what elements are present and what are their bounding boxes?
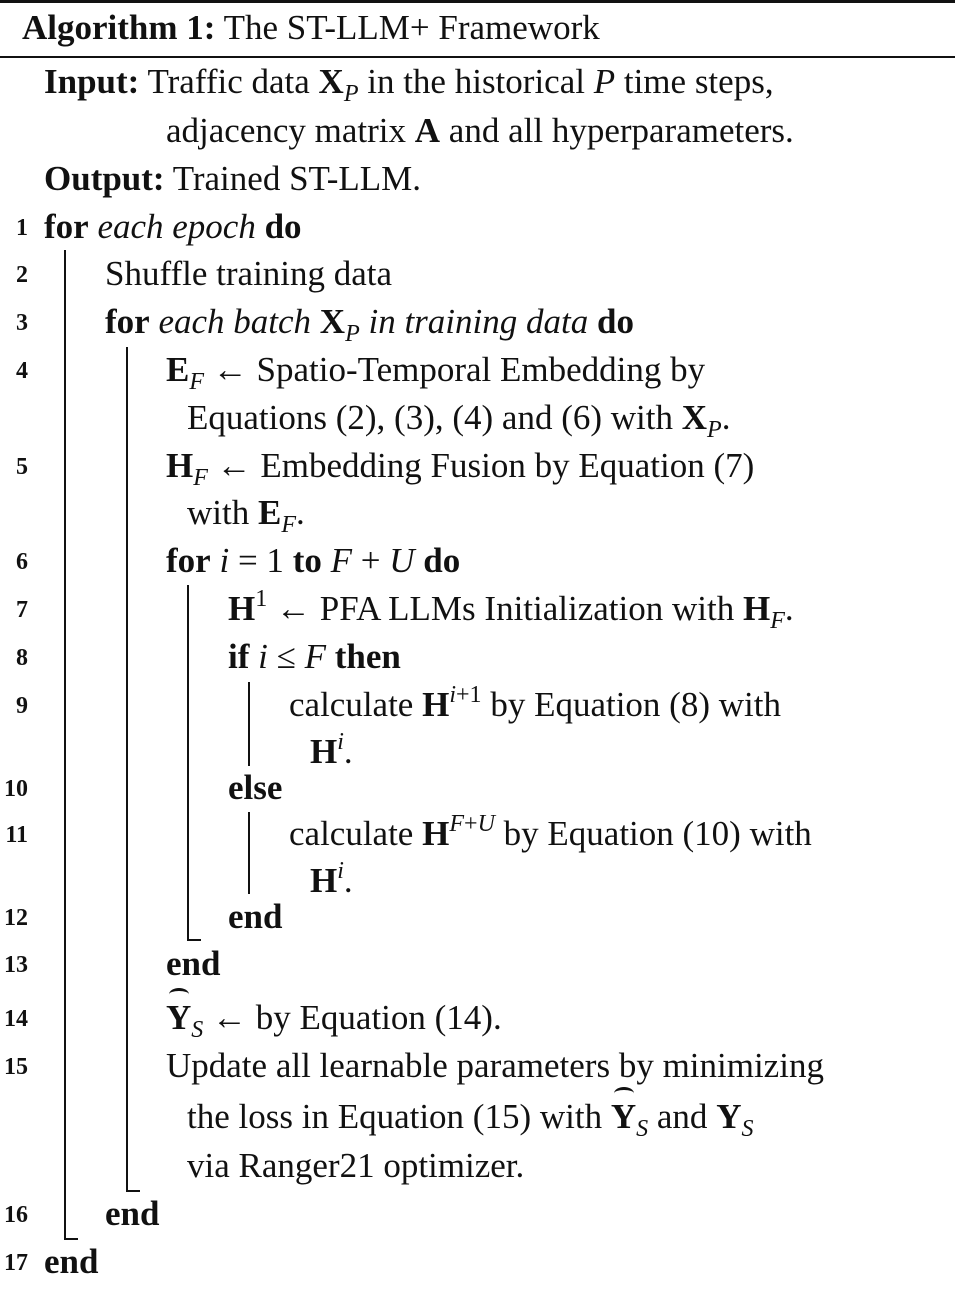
code-line-12: 12 end	[0, 893, 955, 941]
algorithm-name: The ST-LLM+ Framework	[223, 8, 600, 47]
line-number: 9	[16, 693, 28, 719]
code-line-9-cont: $H^i$.	[310, 729, 353, 771]
code-line-5: 5 $H_F$ ← Embedding Fusion by Equation (7)	[0, 442, 955, 490]
input-line-2: adjacency matrix A and all hyperparameters.	[166, 111, 794, 150]
code-line-13: 13 end	[0, 940, 955, 988]
algorithm-title	[22, 6, 600, 50]
code-line-14: 14 $Y_S$ ← by Equation (14).	[0, 994, 955, 1042]
line-number: 4	[16, 358, 28, 384]
code-line-9: 9 calculate $H^{i+1}$ by Equation (8) with	[0, 681, 955, 729]
code-line-6: 6 for i = 1 to F + U do	[0, 537, 955, 585]
line-number: 12	[4, 905, 28, 931]
code-line-15-cont2: via Ranger21 optimizer.	[187, 1146, 525, 1185]
input-label: Input:	[44, 62, 140, 101]
code-line-3: 3 for each batch $X_P$ in training data do	[0, 298, 955, 346]
code-line-10: 10 else	[0, 764, 955, 812]
line-number: 1	[16, 215, 28, 241]
top-rule	[0, 0, 955, 3]
code-line-5-cont: with $E_F$.	[187, 493, 305, 538]
code-line-7: 7 $H^1$ ← PFA LLMs Initialization with $H_F$.	[0, 585, 955, 633]
output-line: Output: Trained ST-LLM.	[44, 159, 421, 198]
input-line-1: Input: Traffic data $X_P$ in the historical P time steps,	[44, 62, 774, 107]
y-hat-symbol: Y	[166, 994, 191, 1042]
line-number: 17	[4, 1250, 28, 1276]
line-number: 3	[16, 310, 28, 336]
line-number: 16	[4, 1202, 28, 1228]
code-line-4: 4 $E_F$ ← Spatio-Temporal Embedding by	[0, 346, 955, 394]
line-number: 2	[16, 262, 28, 288]
line-number: 15	[4, 1054, 28, 1080]
line-number: 11	[5, 822, 28, 848]
line-number: 8	[16, 645, 28, 671]
line-number: 5	[16, 454, 28, 480]
code-line-11-cont: $H^i$.	[310, 858, 353, 900]
algorithm-label: Algorithm 1:	[22, 8, 216, 47]
code-line-15-cont1: the loss in Equation (15) with $Y_S$ and $Y_S$	[0, 1093, 955, 1141]
line-number: 10	[4, 776, 28, 802]
line-number: 14	[4, 1006, 28, 1032]
code-line-2: 2 Shuffle training data	[0, 250, 955, 298]
output-label: Output:	[44, 159, 165, 198]
line-number: 6	[16, 549, 28, 575]
line-number: 7	[16, 597, 28, 623]
code-line-11: 11 calculate $H^{F+U}$ by Equation (10) with	[0, 810, 955, 858]
line-number: 13	[4, 952, 28, 978]
code-line-1: 1 for each epoch do	[0, 203, 955, 251]
code-line-15: 15 Update all learnable parameters by minimizing	[0, 1042, 955, 1090]
code-line-4-cont: Equations (2), (3), (4) and (6) with $X_P$.	[187, 398, 731, 443]
y-hat-symbol: Y	[611, 1093, 636, 1141]
code-line-16: 16 end	[0, 1190, 955, 1238]
code-line-8: 8 if i ≤ F then	[0, 633, 955, 681]
code-line-17: 17 end	[0, 1238, 955, 1286]
